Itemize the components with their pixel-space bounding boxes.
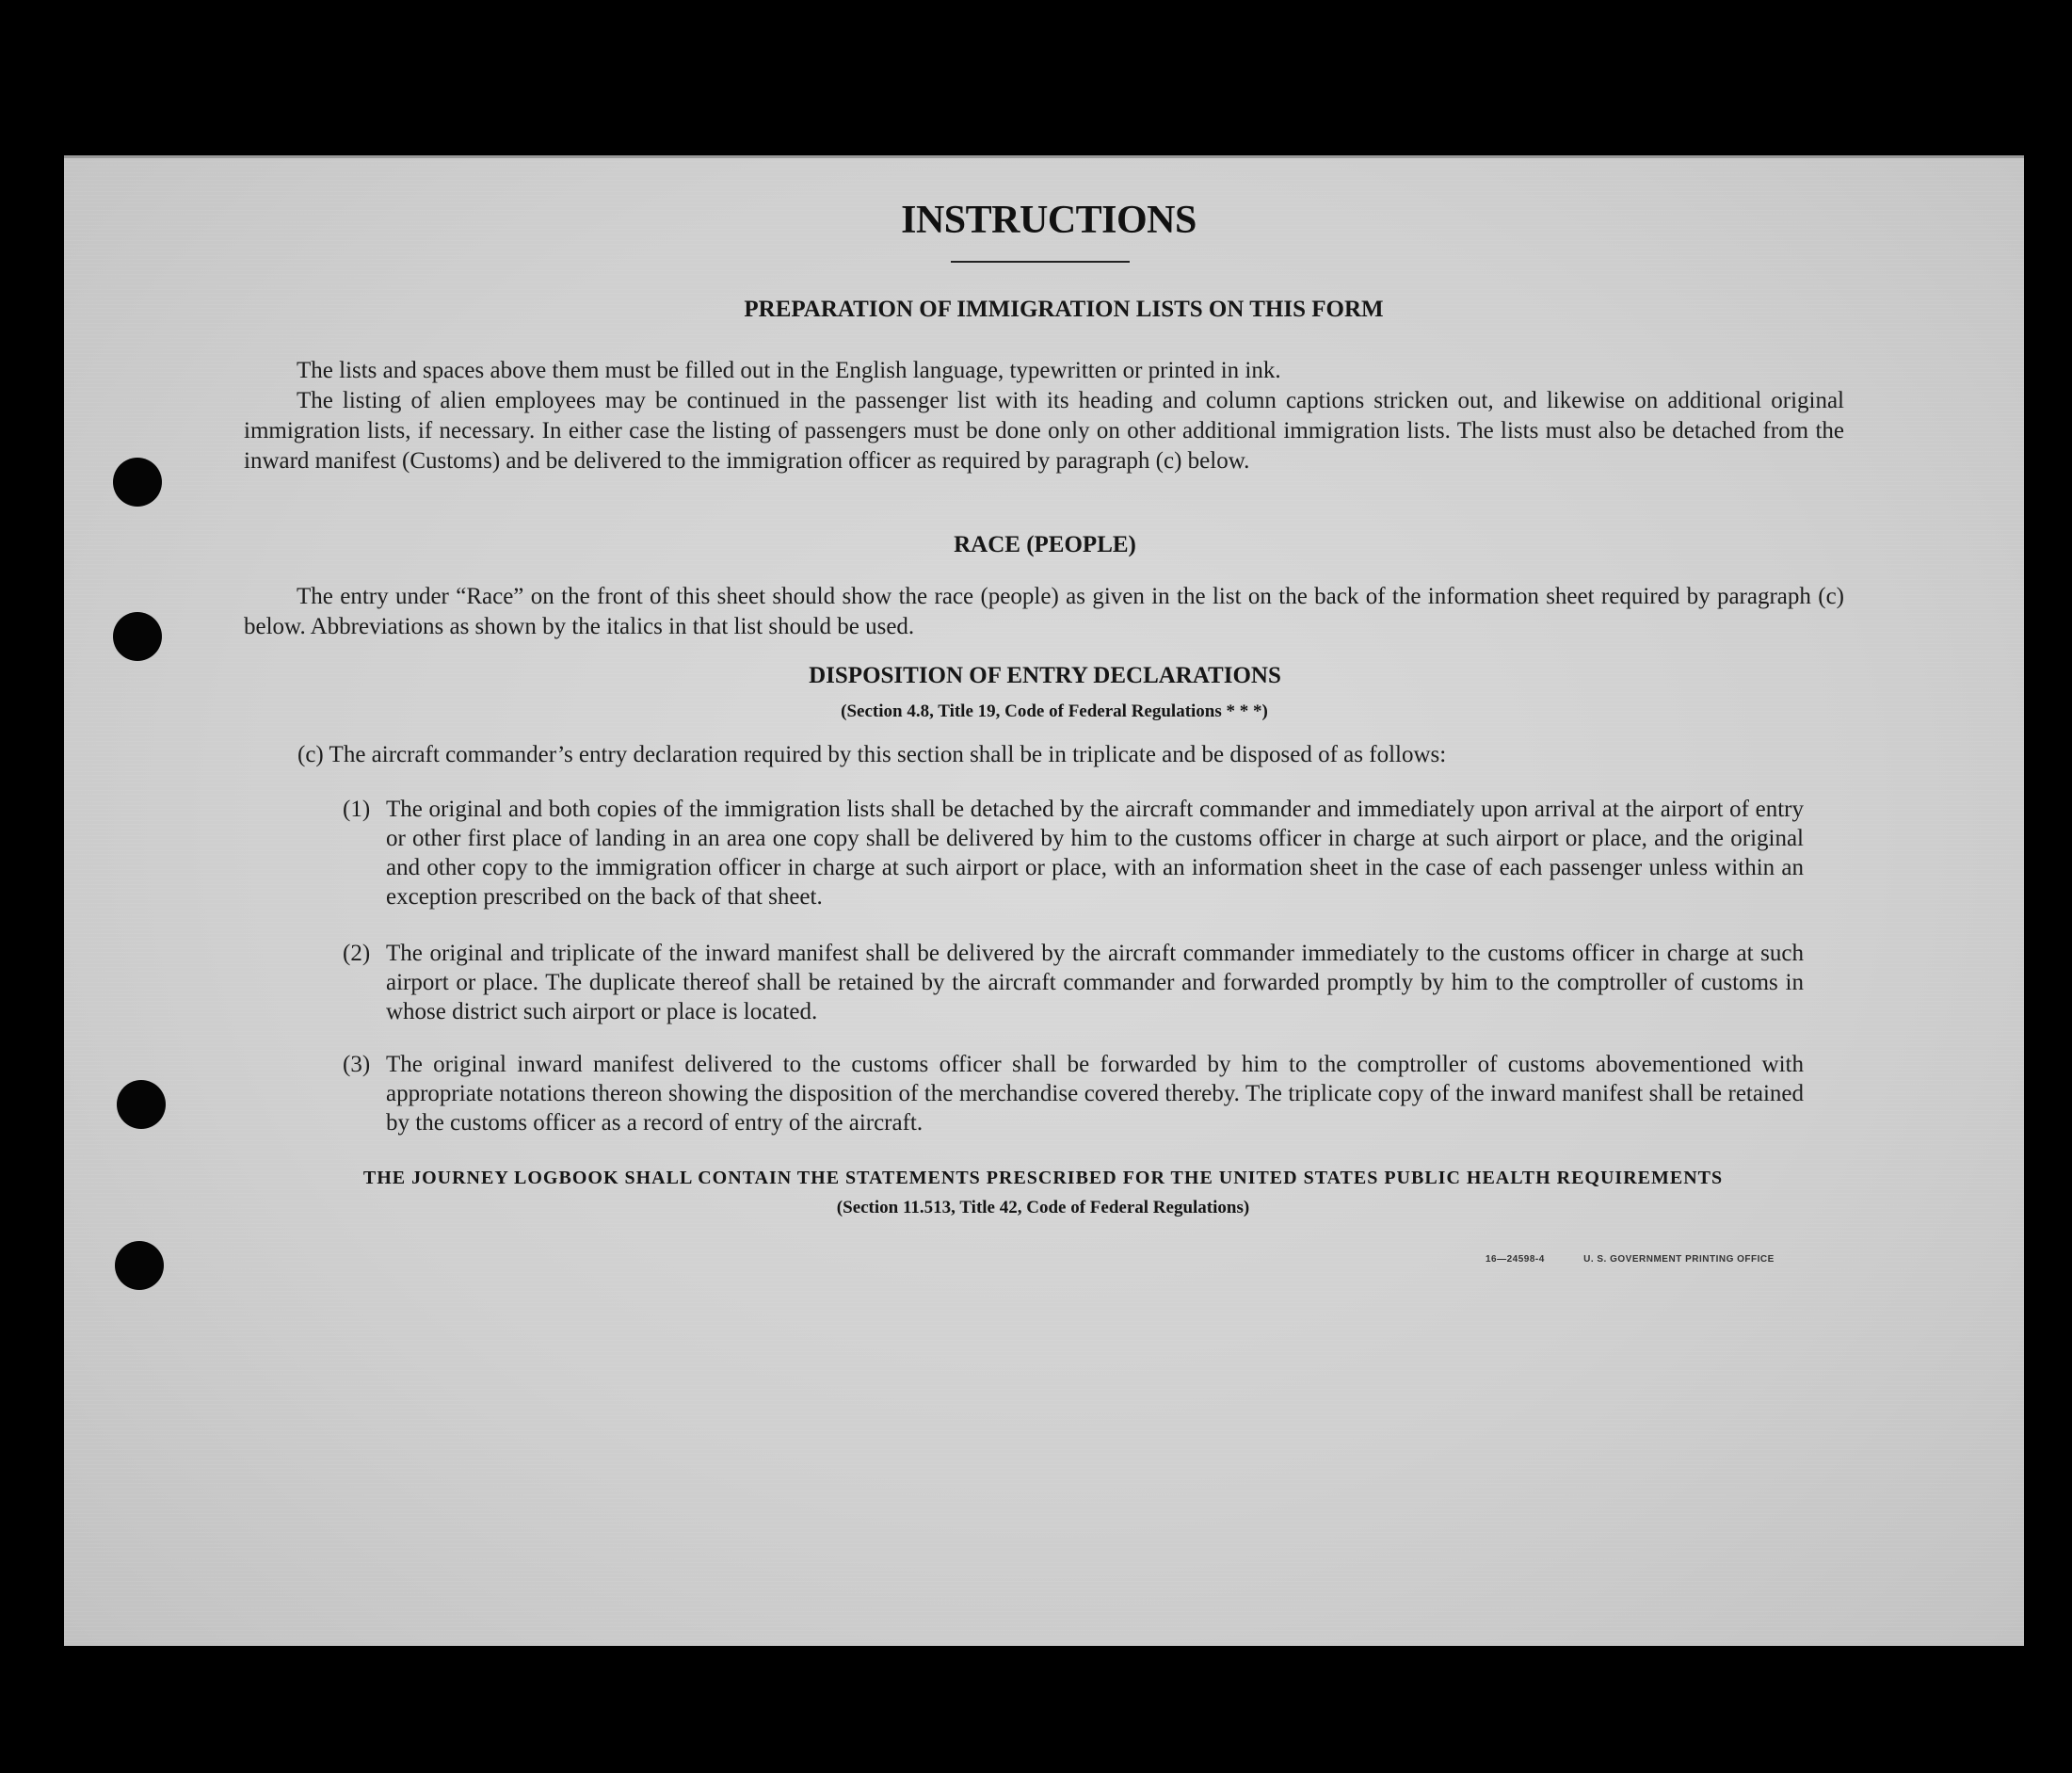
preparation-heading: PREPARATION OF IMMIGRATION LISTS ON THIS FORM — [744, 297, 1384, 322]
race-paragraph: The entry under “Race” on the front of this sheet should show the race (people) as given in the list on the back of the information sheet required by paragraph (c) below. Abbreviations as shown by the italics in that list should be used. — [244, 584, 1844, 639]
punch-hole — [115, 1241, 164, 1290]
item-text: The original inward manifest delivered to the customs officer shall be forwarded by him to the comptroller of customs abovementioned with appropriate notations thereon showing the disposition of the merchandise covered thereby. The triplicate copy of the inward manifest shall be retained by the customs officer as a record of entry of the aircraft. — [386, 1052, 1804, 1136]
disposition-heading: DISPOSITION OF ENTRY DECLARATIONS — [809, 663, 1281, 688]
punch-hole — [117, 1080, 166, 1129]
disposition-section-citation: (Section 4.8, Title 19, Code of Federal Regulations * * *) — [841, 701, 1268, 721]
preparation-paragraph-2: The listing of alien employees may be continued in the passenger list with its heading and column captions stricken out, and likewise on additional original immigration lists, if necessary. In either case the listing of passengers must be done only on other additional immigration lists. The lists must also be detached from the inward manifest (Customs) and be delivered to the immigration officer as required by paragraph (c) below. — [244, 388, 1844, 474]
footer-citation: (Section 11.513, Title 42, Code of Federal Regulations) — [836, 1198, 1250, 1217]
preparation-paragraph-1: The lists and spaces above them must be filled out in the English language, typewritten or printed in ink. — [297, 358, 1281, 383]
page-title: INSTRUCTIONS — [901, 199, 1197, 242]
printer-imprint — [1486, 1254, 1810, 1265]
print-code: 16—24598-4 — [1486, 1254, 1545, 1265]
item-number: (3) — [343, 1052, 371, 1077]
punch-hole — [113, 458, 162, 507]
item-number: (1) — [343, 797, 371, 822]
footer-statement: THE JOURNEY LOGBOOK SHALL CONTAIN THE STATEMENTS PRESCRIBED FOR THE UNITED STATES PUBLIC HEALTH REQUIREMENTS — [362, 1168, 1724, 1188]
item-text: The original and triplicate of the inward manifest shall be delivered by the aircraft commander immediately to the customs officer in charge at such airport or place. The duplicate thereof shall be retained by the aircraft commander and forwarded promptly by him to the comptroller of customs in whose district such airport or place is located. — [386, 941, 1804, 1024]
item-text: The original and both copies of the immigration lists shall be detached by the aircraft commander and immediately upon arrival at the airport of entry or other first place of landing in an area one copy shall be delivered by him to the customs officer in charge at such airport or place, and the original and other copy to the immigration officer in charge at such airport or place, with an information sheet in the case of each passenger unless within an exception prescribed on the back of that sheet. — [386, 797, 1804, 910]
punch-hole — [113, 612, 162, 661]
race-heading: RACE (PEOPLE) — [954, 532, 1136, 557]
printer-name: U. S. GOVERNMENT PRINTING OFFICE — [1583, 1254, 1775, 1265]
item-number: (2) — [343, 941, 371, 966]
disposition-intro: (c) The aircraft commander’s entry declaration required by this section shall be in triplicate and be disposed of as follows: — [297, 742, 1447, 767]
title-underline — [951, 261, 1130, 263]
